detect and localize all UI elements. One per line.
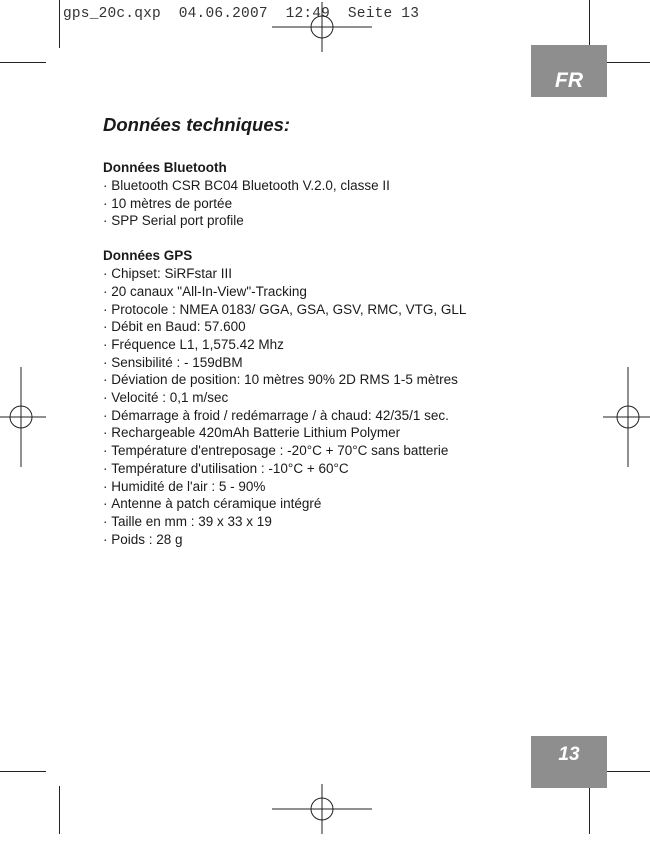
list-item: · Taille en mm : 39 x 33 x 19 (103, 513, 523, 531)
slug-time: 12:49 (285, 6, 331, 22)
section-gps (103, 247, 523, 548)
list-item: · Rechargeable 420mAh Batterie Lithium Polymer (103, 424, 523, 442)
list-item: · Antenne à patch céramique intégré (103, 495, 523, 513)
spec-list-bluetooth (103, 177, 523, 230)
list-item: · Démarrage à froid / redémarrage / à chaud: 42/35/1 sec. (103, 407, 523, 425)
list-item: · Protocole : NMEA 0183/ GGA, GSA, GSV, RMC, VTG, GLL (103, 301, 523, 319)
crop-mark-top-left-vertical (59, 0, 60, 48)
language-tab (531, 45, 607, 97)
list-item: · Humidité de l'air : 5 - 90% (103, 478, 523, 496)
list-item: · Sensibilité : - 159dBM (103, 354, 523, 372)
section-bluetooth (103, 159, 523, 230)
crop-mark-bottom-left-vertical (59, 786, 60, 834)
list-item: · Température d'utilisation : -10°C + 60°C (103, 460, 523, 478)
list-item: · Fréquence L1, 1,575.42 Mhz (103, 336, 523, 354)
list-item: · 10 mètres de portée (103, 195, 523, 213)
registration-mark-top (272, 0, 372, 77)
list-item: · Velocité : 0,1 m/sec (103, 389, 523, 407)
list-item: · Température d'entreposage : -20°C + 70°C sans batterie (103, 442, 523, 460)
list-item: · Déviation de position: 10 mètres 90% 2D RMS 1-5 mètres (103, 371, 523, 389)
list-item: · Bluetooth CSR BC04 Bluetooth V.2.0, classe II (103, 177, 523, 195)
crop-mark-bottom-left-horizontal (0, 771, 46, 772)
crop-mark-bottom-right-vertical (589, 786, 590, 834)
language-tab-label: FR (555, 69, 583, 92)
list-item: · Chipset: SiRFstar III (103, 265, 523, 283)
section-heading-bluetooth: Données Bluetooth (103, 160, 227, 175)
crop-mark-top-right-vertical (589, 0, 590, 48)
page-content (103, 113, 523, 565)
page-number-tab (531, 736, 607, 788)
list-item: · 20 canaux "All-In-View"-Tracking (103, 283, 523, 301)
registration-mark-bottom (272, 759, 372, 859)
spec-list-gps (103, 265, 523, 548)
slug-page-label: Seite 13 (347, 6, 420, 22)
crop-mark-bottom-right-horizontal (603, 771, 650, 772)
slug-date: 04.06.2007 (178, 6, 268, 22)
page-number: 13 (558, 744, 580, 765)
list-item: · SPP Serial port profile (103, 212, 523, 230)
slug-filename: gps_20c.qxp (63, 6, 161, 22)
list-item: · Poids : 28 g (103, 531, 523, 549)
registration-mark-left (0, 367, 71, 467)
crop-mark-top-left-horizontal (0, 62, 46, 63)
crop-mark-top-right-horizontal (603, 62, 650, 63)
registration-mark-right (578, 367, 650, 467)
section-heading-gps: Données GPS (103, 248, 193, 264)
list-item: · Débit en Baud: 57.600 (103, 318, 523, 336)
page-title: Données techniques: (103, 114, 291, 135)
